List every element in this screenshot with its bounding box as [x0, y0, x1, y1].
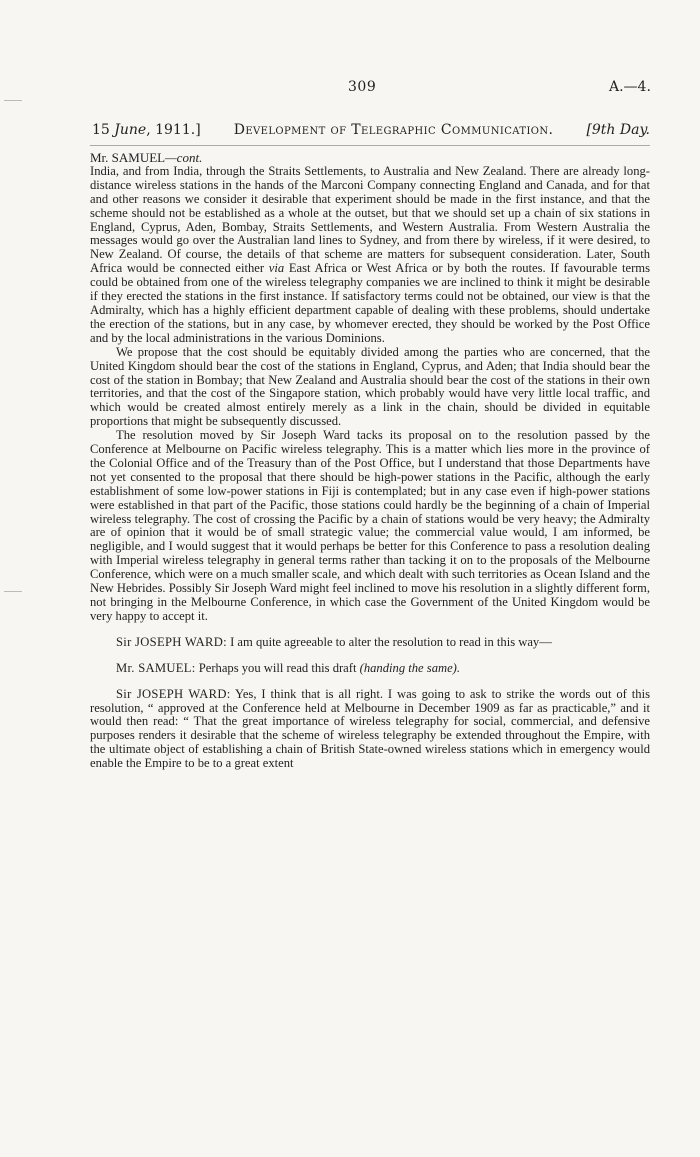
header-date-day: 15: [92, 122, 110, 138]
header-date-year: , 1911.]: [146, 122, 201, 138]
header-date: [92, 122, 201, 138]
paragraph-4: [90, 636, 650, 650]
speaker-name: Mr. SAMUEL: [90, 150, 166, 165]
paragraph-5: [90, 662, 650, 676]
paragraph-5-speaker: Mr. SAMUEL:: [116, 660, 196, 675]
speaker-cont: —cont.: [165, 150, 203, 165]
speaker-heading: [90, 151, 650, 165]
margin-mark: [4, 100, 22, 101]
running-header: [92, 122, 650, 138]
paragraph-1-via: via: [268, 261, 285, 276]
paragraph-3: The resolution moved by Sir Joseph Ward tacks its proposal on to the resolution passed by the Conference at Melbourne on Pacific wireless telegraphy. This is a matter which lies more in the province of the Colonial Office and of the Treasury than of the Post Office, but I understand that those Departments have not yet consented to the proposal that there should be high-power stations in the Pacific, although the early establishment of some low-power stations in Fiji is contemplated; but in any case even if high-power stations were established in that part of the Pacific, those stations could hardly be the beginning of a chain of Imperial wireless telegraphy. The cost of crossing the Pacific by a chain of stations would be very heavy; the Admiralty are of opinion that it would be of small strategic value; the commercial value would, I am informed, be negligible, and I would suggest that it would perhaps be better for this Conference to pass a resolution dealing with Imperial wireless telegraphy in general terms rather than tacking it on to the proposals of the Melbourne Conference, which were on a much smaller scale, and which dealt with such territories as Ocean Island and the New Hebrides. Possibly Sir Joseph Ward might feel inclined to move his resolution in a slightly different form, not bringing in the Melbourne Conference, in which case the Government of the United Kingdom would be very happy to accept it.: [90, 428, 650, 623]
paragraph-1: [90, 165, 650, 346]
document-reference: A.—4.: [609, 79, 651, 95]
margin-mark: [4, 591, 22, 592]
paragraph-5-text: Perhaps you will read this draft: [198, 660, 357, 675]
document-body: [90, 151, 650, 771]
paragraph-1-text: India, and from India, through the Straits Settlements, to Australia and New Zealand. There are already long-distance wireless stations in the hands of the Marconi Company connecting England and Canada, and for that and other reasons we consider it desirable that experiment should be made in the first instance, and that the scheme should not be established as a whole at the outset, but that we should set up a chain of six stations in England, Cyprus, Aden, Bombay, Straits Settlements, and Western Australia. From Western Australia the messages would go over the Australian land lines to Sydney, and from there by wireless, if it were desired, to New Zealand. Of course, the details of that scheme are matters for subsequent consideration. Later, South Africa would be connected either: [90, 163, 650, 276]
header-day: [9th Day.: [586, 122, 650, 138]
paragraph-5-italic: (handing the same).: [359, 660, 461, 675]
header-title: Development of Telegraphic Communication.: [233, 122, 554, 138]
paragraph-6-speaker: Sir JOSEPH WARD:: [116, 686, 231, 701]
paragraph-4-text: I am quite agreeable to alter the resolution to read in this way—: [230, 634, 552, 649]
paragraph-1-rest: East Africa or West Africa or by both the routes. If favourable terms could be obtained from one of the wireless telegraphy companies we are inclined to think it might be desirable if they erected the stations in the first instance. If satisfactory terms could not be obtained, our view is that the Admiralty, which has a highly efficient department capable of dealing with these problems, should undertake the erection of the stations, but in any case, by whomever erected, they should be worked by the Post Office and by the local administrations in the various Dominions.: [90, 261, 650, 345]
paragraph-4-speaker: Sir JOSEPH WARD:: [116, 634, 227, 649]
header-rule: [90, 145, 650, 146]
paragraph-2: We propose that the cost should be equitably divided among the parties who are concerned, that the United Kingdom should bear the cost of the stations in England, Cyprus, and Aden; that India should bear the cost of the station in Bombay; that New Zealand and Australia should bear the cost of the stations in their own territories, and that the cost of the Singapore station, which probably would have very little local traffic, and which would be created almost entirely merely as a link in the chain, should be divided in equitable proportions that might be subsequently discussed.: [90, 344, 650, 429]
paragraph-6: [90, 688, 650, 771]
page-number: 309: [348, 79, 377, 95]
header-date-month: June: [114, 122, 147, 138]
paragraph-6-text: Yes, I think that is all right. I was going to ask to strike the words out of this resolution, “ approved at the Conference held at Melbourne in December 1909 as far as practicable,” and it would then read: “ That the great importance of wireless telegraphy for social, commercial, and defensive purposes renders it desirable that the scheme of wireless telegraphy be extended throughout the Empire, with the ultimate object of establishing a chain of British State-owned wireless stations which in emergency would enable the Empire to be to a great extent: [90, 686, 651, 771]
